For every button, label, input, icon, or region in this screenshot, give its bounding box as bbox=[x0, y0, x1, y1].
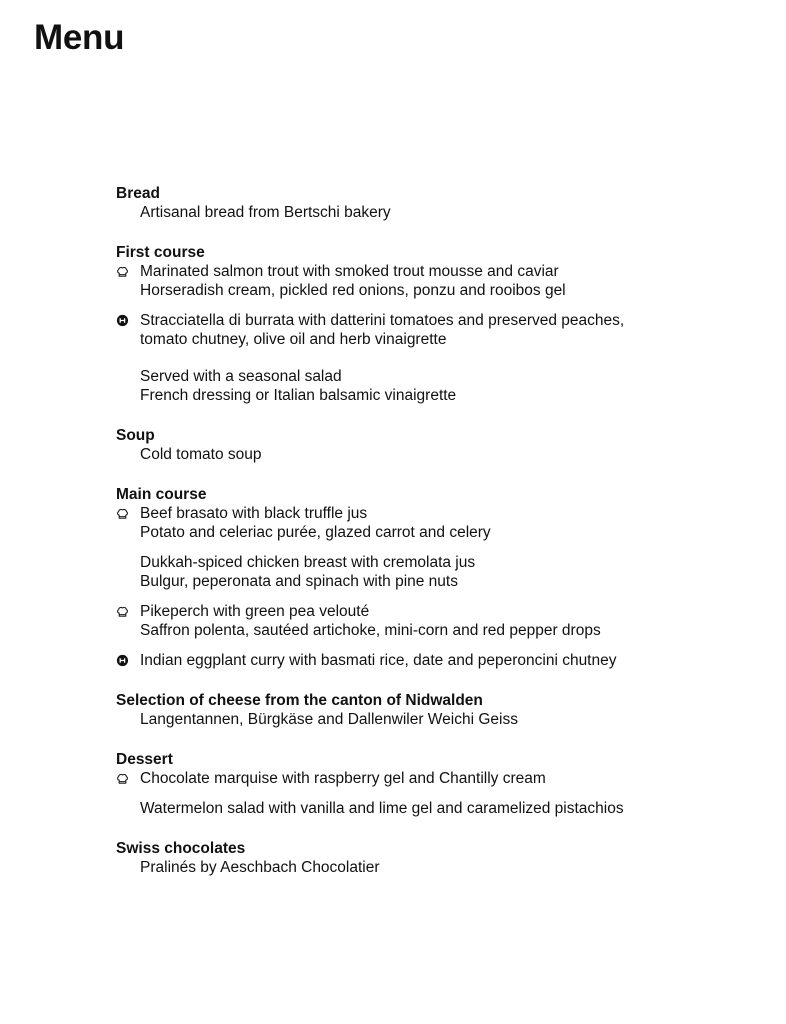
menu-item bbox=[116, 769, 756, 788]
menu-item-line: Served with a seasonal salad bbox=[140, 368, 342, 385]
chef-hat-icon bbox=[116, 507, 129, 520]
menu-section bbox=[116, 485, 756, 670]
menu-item bbox=[116, 262, 756, 300]
menu-section bbox=[116, 750, 756, 818]
menu-item-line: Indian eggplant curry with basmati rice, date and peperoncini chutney bbox=[140, 652, 617, 669]
menu-item bbox=[116, 602, 756, 640]
menu-item bbox=[116, 504, 756, 542]
menu-item-line: Horseradish cream, pickled red onions, ponzu and rooibos gel bbox=[140, 282, 566, 299]
menu-item bbox=[116, 799, 756, 818]
section-title: Main course bbox=[116, 486, 207, 503]
menu-item-line: Pikeperch with green pea velouté bbox=[140, 603, 370, 620]
menu-item-line: Potato and celeriac purée, glazed carrot and celery bbox=[140, 524, 491, 541]
menu-section bbox=[116, 426, 756, 464]
menu-item-line: Marinated salmon trout with smoked trout mousse and caviar bbox=[140, 263, 559, 280]
section-title: Bread bbox=[116, 185, 160, 202]
menu-section bbox=[116, 243, 756, 405]
page-title: Menu bbox=[34, 18, 125, 57]
section-title: Soup bbox=[116, 427, 155, 444]
chef-hat-icon bbox=[116, 605, 129, 618]
menu-item bbox=[116, 651, 756, 670]
menu-item bbox=[116, 710, 756, 729]
menu-list bbox=[116, 184, 756, 898]
vegetarian-icon bbox=[116, 654, 129, 667]
menu-item-line: Stracciatella di burrata with datterini tomatoes and preserved peaches, bbox=[140, 312, 625, 329]
section-title: Selection of cheese from the canton of Nidwalden bbox=[116, 692, 483, 709]
menu-item-line: Watermelon salad with vanilla and lime gel and caramelized pistachios bbox=[140, 800, 624, 817]
menu-section bbox=[116, 839, 756, 877]
menu-item-line: Dukkah-spiced chicken breast with cremolata jus bbox=[140, 554, 476, 571]
menu-item-line: French dressing or Italian balsamic vinaigrette bbox=[140, 387, 457, 404]
menu-item-line: Beef brasato with black truffle jus bbox=[140, 505, 368, 522]
menu-item-line: Langentannen, Bürgkäse and Dallenwiler Weichi Geiss bbox=[140, 711, 518, 728]
menu-item bbox=[116, 311, 756, 349]
menu-item-line: tomato chutney, olive oil and herb vinaigrette bbox=[140, 331, 447, 348]
menu-item bbox=[116, 858, 756, 877]
menu-item bbox=[116, 203, 756, 222]
menu-section bbox=[116, 184, 756, 222]
section-title: Swiss chocolates bbox=[116, 840, 246, 857]
menu-item bbox=[116, 367, 756, 405]
menu-section bbox=[116, 691, 756, 729]
menu-item-line: Saffron polenta, sautéed artichoke, mini-corn and red pepper drops bbox=[140, 622, 601, 639]
menu-item bbox=[116, 553, 756, 591]
section-title: First course bbox=[116, 244, 205, 261]
chef-hat-icon bbox=[116, 265, 129, 278]
menu-item-line: Chocolate marquise with raspberry gel and Chantilly cream bbox=[140, 770, 546, 787]
menu-item-line: Artisanal bread from Bertschi bakery bbox=[140, 204, 391, 221]
menu-item-line: Pralinés by Aeschbach Chocolatier bbox=[140, 859, 380, 876]
menu-item bbox=[116, 445, 756, 464]
section-title: Dessert bbox=[116, 751, 173, 768]
vegetarian-icon bbox=[116, 314, 129, 327]
menu-item-line: Bulgur, peperonata and spinach with pine nuts bbox=[140, 573, 458, 590]
chef-hat-icon bbox=[116, 772, 129, 785]
menu-item-line: Cold tomato soup bbox=[140, 446, 262, 463]
